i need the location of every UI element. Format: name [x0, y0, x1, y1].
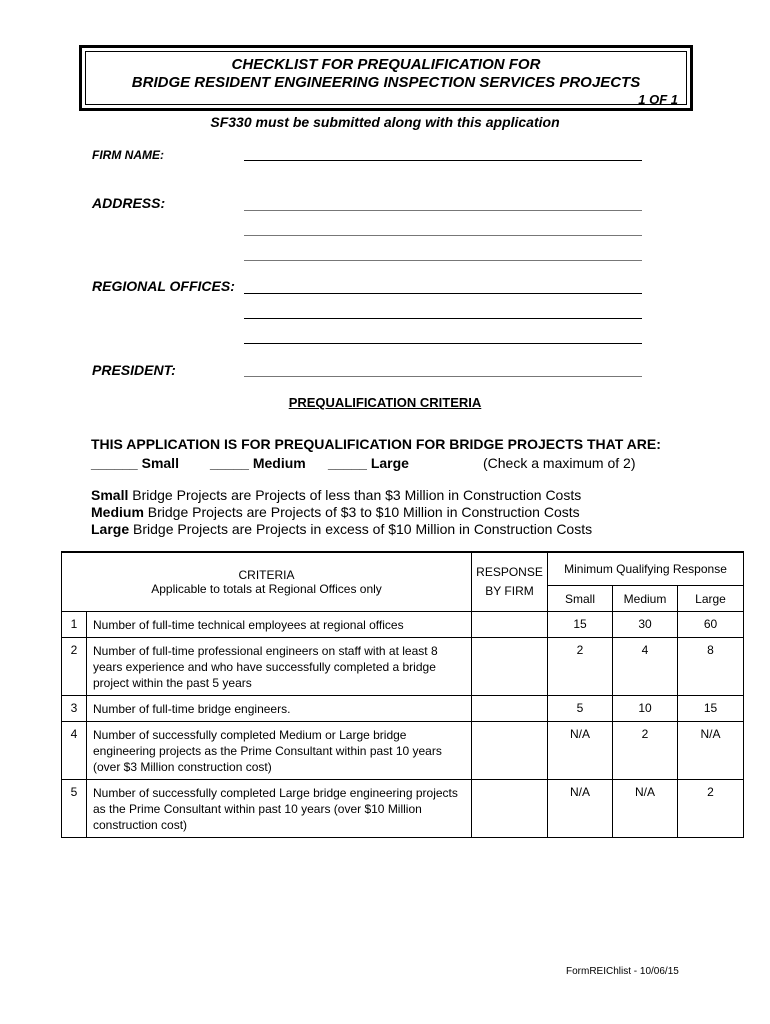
min-medium-value: 30	[613, 612, 678, 638]
response-input[interactable]	[472, 638, 548, 696]
row-description: Number of full-time technical employees at regional offices	[87, 612, 472, 638]
definition-small-term: Small	[91, 487, 129, 503]
address-field-line-3[interactable]	[244, 260, 642, 261]
regional-offices-field-line-1[interactable]	[244, 293, 642, 294]
row-description: Number of successfully completed Large bridge engineering projects as the Prime Consultant within past 10 years (over $10 Million construction cost)	[87, 780, 472, 838]
min-small-value: 5	[548, 696, 613, 722]
min-medium-value: 10	[613, 696, 678, 722]
response-input[interactable]	[472, 696, 548, 722]
min-medium-value: 2	[613, 722, 678, 780]
size-header-small: Small	[548, 586, 613, 612]
table-row	[62, 696, 744, 722]
response-input[interactable]	[472, 722, 548, 780]
definition-small	[91, 487, 581, 503]
min-small-value: N/A	[548, 780, 613, 838]
criteria-subheader: Applicable to totals at Regional Offices only	[151, 582, 382, 596]
definition-large-text: Bridge Projects are Projects in excess of $10 Million in Construction Costs	[129, 521, 593, 537]
row-number: 1	[62, 612, 87, 638]
row-number: 2	[62, 638, 87, 696]
president-field[interactable]	[244, 376, 642, 377]
firm-name-field[interactable]	[244, 160, 642, 161]
response-input[interactable]	[472, 780, 548, 838]
definition-small-text: Bridge Projects are Projects of less than $3 Million in Construction Costs	[128, 487, 582, 503]
table-row	[62, 612, 744, 638]
min-small-value: N/A	[548, 722, 613, 780]
min-medium-value: 4	[613, 638, 678, 696]
criteria-header-cell	[62, 552, 472, 612]
row-number: 3	[62, 696, 87, 722]
criteria-heading: PREQUALIFICATION CRITERIA	[288, 395, 482, 410]
response-header-1: RESPONSE	[476, 565, 543, 579]
min-large-value: 60	[678, 612, 744, 638]
president-label: PRESIDENT:	[92, 362, 176, 378]
response-header-2: BY FIRM	[485, 584, 534, 598]
regional-offices-field-line-2[interactable]	[244, 318, 642, 319]
definition-large	[91, 521, 592, 537]
row-number: 4	[62, 722, 87, 780]
address-field-line-1[interactable]	[244, 210, 642, 211]
row-description: Number of successfully completed Medium or Large bridge engineering projects as the Prime Consultant within past 10 years (over $3 Million construction cost)	[87, 722, 472, 780]
size-header-medium: Medium	[613, 586, 678, 612]
definition-medium-term: Medium	[91, 504, 144, 520]
row-description: Number of full-time bridge engineers.	[87, 696, 472, 722]
check-note: (Check a maximum of 2)	[483, 455, 636, 471]
option-medium[interactable]: _____ Medium	[210, 455, 306, 471]
criteria-table	[61, 551, 744, 838]
application-statement: THIS APPLICATION IS FOR PREQUALIFICATION FOR BRIDGE PROJECTS THAT ARE:	[91, 436, 661, 452]
option-large[interactable]: _____ Large	[328, 455, 409, 471]
title-line-1: CHECKLIST FOR PREQUALIFICATION FOR	[231, 56, 541, 73]
firm-name-label: FIRM NAME:	[92, 148, 164, 162]
title-line-2: BRIDGE RESIDENT ENGINEERING INSPECTION SERVICES PROJECTS	[131, 74, 641, 91]
criteria-header: CRITERIA	[238, 568, 295, 582]
row-number: 5	[62, 780, 87, 838]
form-code: FormREIChlist - 10/06/15	[566, 966, 679, 977]
min-qualifying-header: Minimum Qualifying Response	[548, 552, 744, 586]
response-input[interactable]	[472, 612, 548, 638]
address-label: ADDRESS:	[92, 195, 166, 211]
min-small-value: 15	[548, 612, 613, 638]
response-header-cell	[472, 552, 548, 612]
table-row	[62, 780, 744, 838]
option-small[interactable]: ______ Small	[91, 455, 179, 471]
address-field-line-2[interactable]	[244, 235, 642, 236]
row-description: Number of full-time professional engineers on staff with at least 8 years experience and who have successfully completed a bridge project within the past 5 years	[87, 638, 472, 696]
size-header-large: Large	[678, 586, 744, 612]
min-large-value: N/A	[678, 722, 744, 780]
min-small-value: 2	[548, 638, 613, 696]
sf330-note: SF330 must be submitted along with this application	[210, 114, 560, 130]
min-large-value: 2	[678, 780, 744, 838]
definition-medium-text: Bridge Projects are Projects of $3 to $10 Million in Construction Costs	[143, 504, 580, 520]
definition-medium	[91, 504, 580, 520]
definition-large-term: Large	[91, 521, 130, 537]
title-box	[79, 45, 693, 111]
table-row	[62, 638, 744, 696]
table-row	[62, 722, 744, 780]
regional-offices-label: REGIONAL OFFICES:	[92, 278, 235, 294]
regional-offices-field-line-3[interactable]	[244, 343, 642, 344]
min-medium-value: N/A	[613, 780, 678, 838]
page-indicator: 1 OF 1	[638, 92, 678, 107]
min-large-value: 15	[678, 696, 744, 722]
min-large-value: 8	[678, 638, 744, 696]
